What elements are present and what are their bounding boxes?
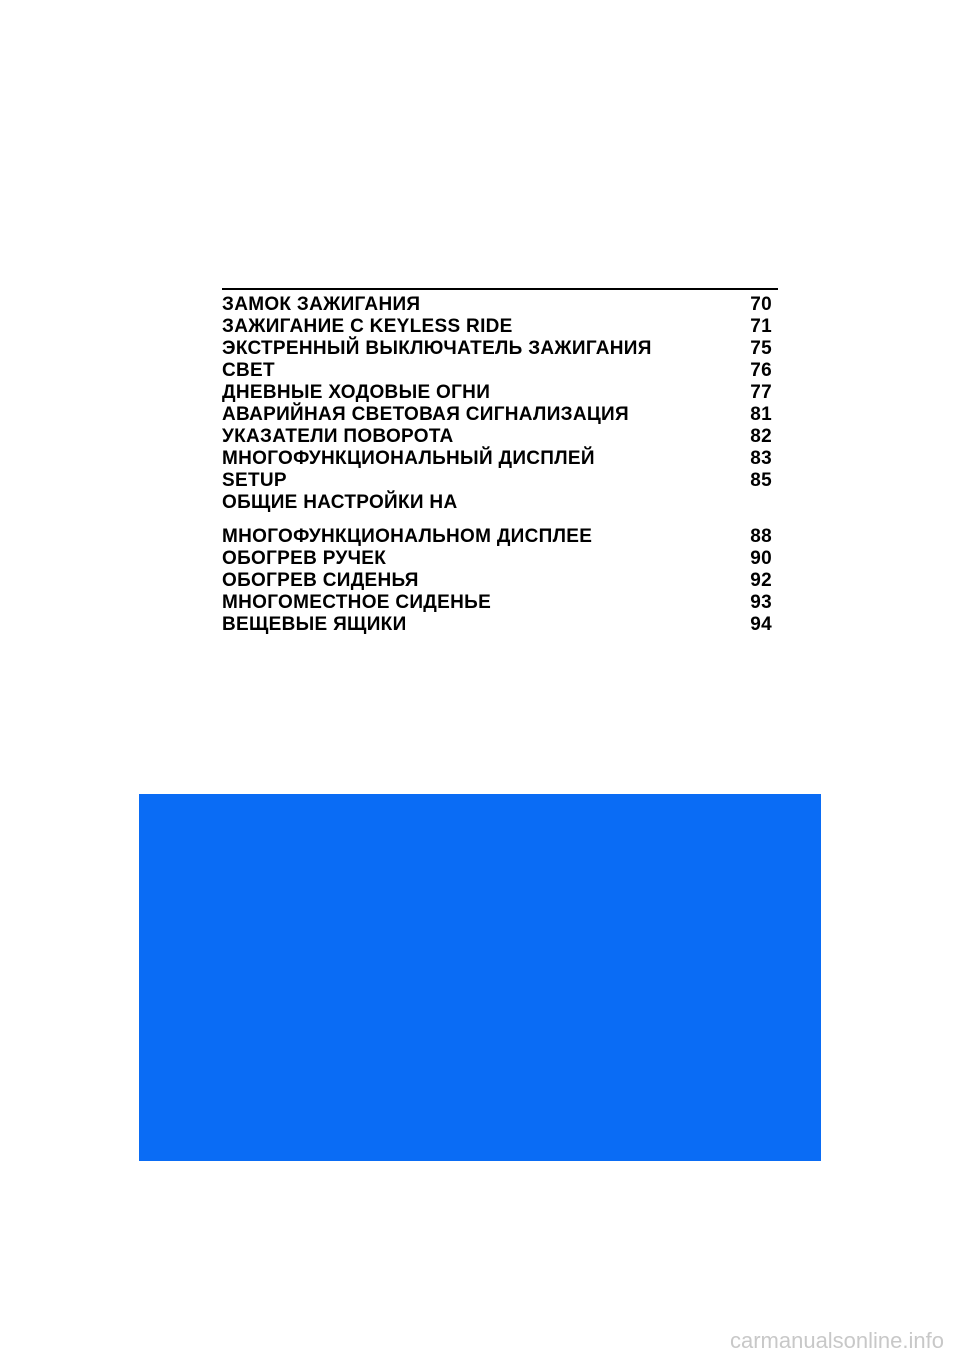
toc-entry-page: 82: [750, 426, 772, 447]
toc-entry[interactable]: [222, 570, 778, 592]
toc-entry-title: СВЕТ: [222, 360, 275, 381]
toc-entry-title: ОБЩИЕ НАСТРОЙКИ НА: [222, 492, 458, 513]
toc-entry-page: 71: [750, 316, 772, 337]
toc-entry-page: 81: [750, 404, 772, 425]
toc-entry[interactable]: [222, 360, 778, 382]
toc-entry-page: 83: [750, 448, 772, 469]
toc-entry[interactable]: [222, 526, 778, 548]
watermark-text: carmanualsonline.info: [729, 1328, 944, 1353]
toc-entry-page: 88: [750, 526, 772, 547]
toc-entry[interactable]: [222, 294, 778, 316]
toc-entry-page: 76: [750, 360, 772, 381]
toc-entry-title: ЗАЖИГАНИЕ С KEYLESS RIDE: [222, 316, 513, 337]
toc-entry[interactable]: [222, 548, 778, 570]
toc-entry-title: УКАЗАТЕЛИ ПОВОРОТА: [222, 426, 454, 447]
toc-entry[interactable]: [222, 592, 778, 614]
toc-entry-title: ДНЕВНЫЕ ХОДОВЫЕ ОГНИ: [222, 382, 491, 403]
toc-entry-title: МНОГОФУНКЦИОНАЛЬНОМ ДИСПЛЕЕ: [222, 526, 593, 547]
toc-entry-page: 94: [750, 614, 772, 635]
toc-entry-title: МНОГОМЕСТНОЕ СИДЕНЬЕ: [222, 592, 492, 613]
toc-entry-title: ЗАМОК ЗАЖИГАНИЯ: [222, 294, 421, 315]
toc-entry[interactable]: [222, 492, 778, 514]
toc-entry-title: SETUP: [222, 470, 287, 491]
toc-entry-page: 90: [750, 548, 772, 569]
toc-entry-page: 93: [750, 592, 772, 613]
toc-entry[interactable]: [222, 316, 778, 338]
toc-entry-title: ОБОГРЕВ РУЧЕК: [222, 548, 387, 569]
toc-entry[interactable]: [222, 470, 778, 492]
toc-entry-page: 92: [750, 570, 772, 591]
table-of-contents: [222, 288, 778, 636]
toc-entry-page: 75: [750, 338, 772, 359]
toc-entry[interactable]: [222, 338, 778, 360]
toc-entry-title: МНОГОФУНКЦИОНАЛЬНЫЙ ДИСПЛЕЙ: [222, 448, 595, 469]
toc-entry[interactable]: [222, 614, 778, 636]
toc-entry-title: ВЕЩЕВЫЕ ЯЩИКИ: [222, 614, 407, 635]
toc-entry-page: 85: [750, 470, 772, 491]
toc-entry[interactable]: [222, 382, 778, 404]
chapter-color-block: [139, 794, 821, 1161]
toc-entry-title: ОБОГРЕВ СИДЕНЬЯ: [222, 570, 419, 591]
toc-entry[interactable]: [222, 448, 778, 470]
toc-entry-page: 70: [750, 294, 772, 315]
toc-entry-title: АВАРИЙНАЯ СВЕТОВАЯ СИГНАЛИЗАЦИЯ: [222, 404, 629, 425]
toc-entry-page: 77: [750, 382, 772, 403]
toc-entry[interactable]: [222, 404, 778, 426]
toc-entry-title: ЭКСТРЕННЫЙ ВЫКЛЮЧАТЕЛЬ ЗАЖИГАНИЯ: [222, 338, 652, 359]
toc-entry[interactable]: [222, 426, 778, 448]
